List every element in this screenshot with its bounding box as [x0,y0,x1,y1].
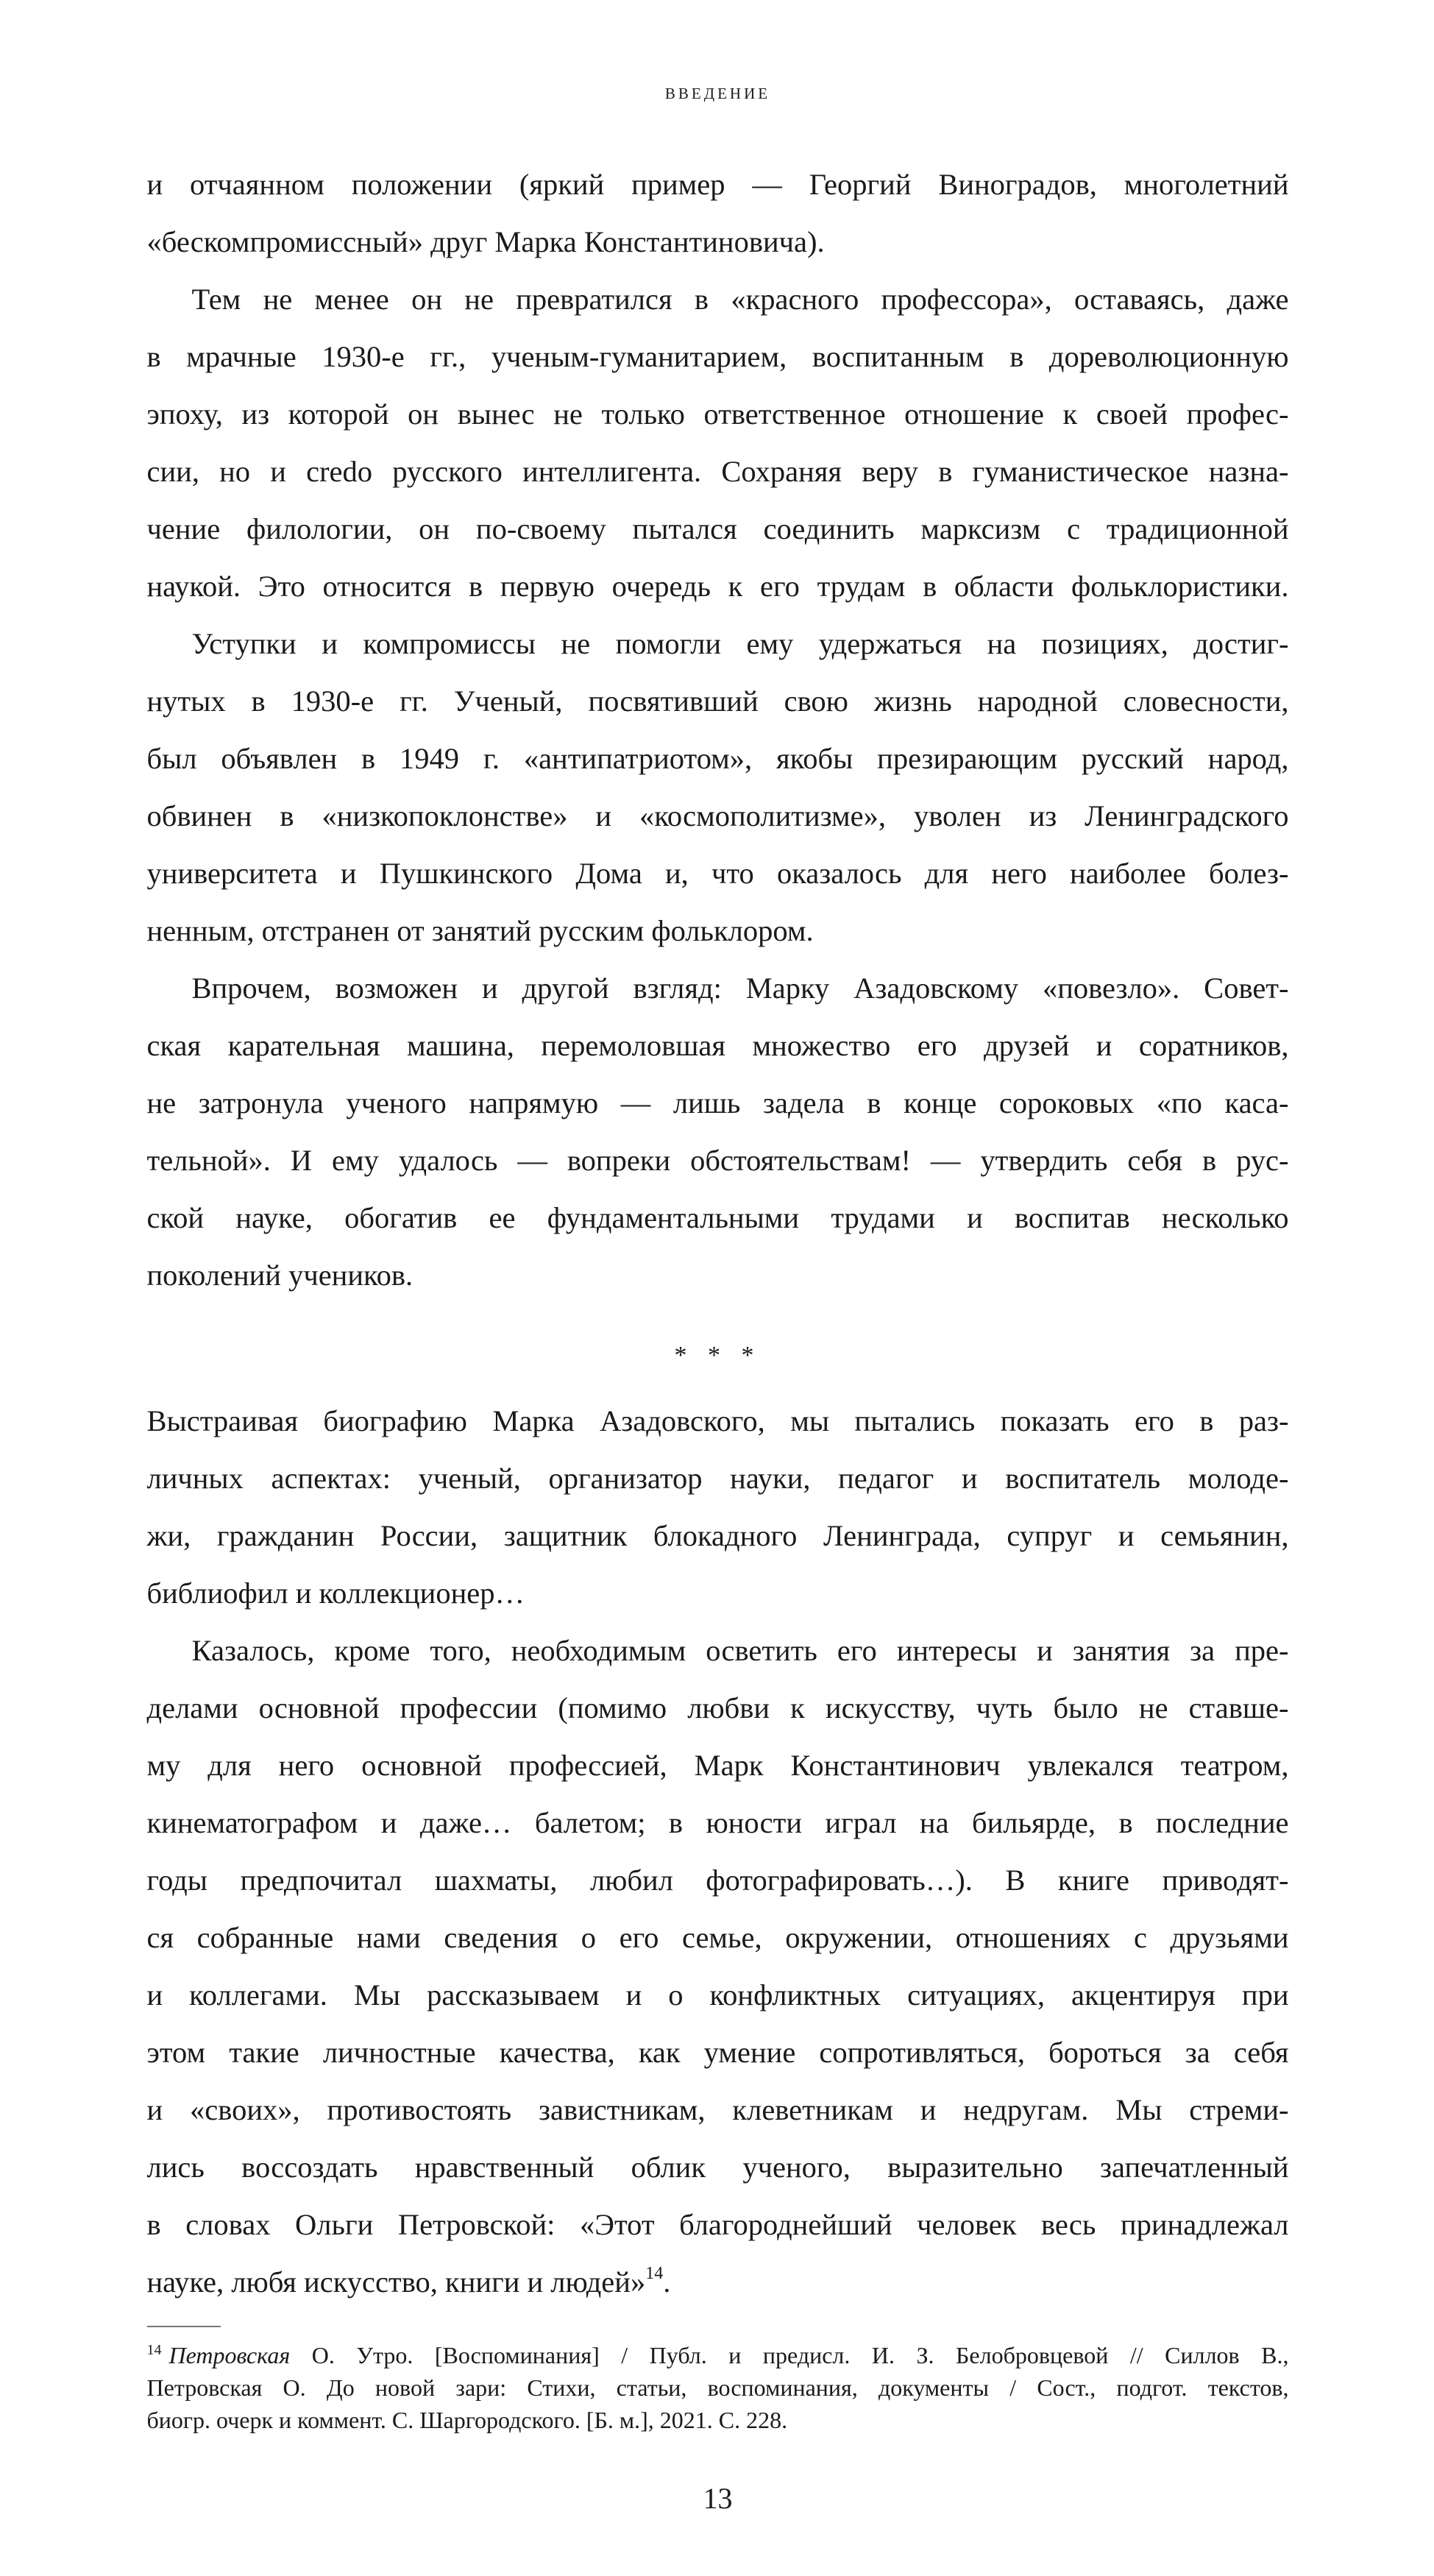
text-line: Казалось, кроме того, необходимым осветить его интересы и занятия за пре- [191,1634,1289,1667]
final-period: . [663,2265,671,2299]
page [146,0,1289,2576]
text-line: ся собранные нами сведения о его семье, окружении, отношениях с друзьями [146,1921,1289,1954]
text-line-with-footnote [147,2254,1289,2311]
text-line: в словах Ольги Петровской: «Этот благороднейший человек весь принадлежал [146,2208,1289,2241]
text-line: университета и Пушкинского Дома и, что оказалось для него наиболее болез- [146,857,1289,890]
footnote-author: Петровская [168,2342,291,2368]
text-line: библиофил и коллекционер… [146,1577,525,1610]
text-line: обвинен в «низкопоклонстве» и «космополитизме», уволен из Ленинградского [146,799,1289,832]
body-section-1 [147,156,1289,1304]
page-number: 13 [703,2482,733,2515]
text-line: годы предпочитал шахматы, любил фотографировать…). В книге приводят- [146,1864,1289,1897]
text-line: науке, любя искусство, книги и людей» [146,2265,646,2299]
text-line: делами основной профессии (помимо любви к искусству, чуть было не ставше- [146,1691,1289,1724]
section-separator: * * * [674,1342,762,1369]
text-line: в мрачные 1930-е гг., ученым-гуманитарием, воспитанным в дореволюционную [146,340,1289,373]
text-line: Выстраивая биографию Марка Азадовского, мы пытались показать его в раз- [146,1404,1289,1437]
footnote [147,2339,1289,2436]
text-line: этом такие личностные качества, как умение сопротивляться, бороться за себя [146,2036,1289,2069]
footnote-line: биогр. очерк и коммент. С. Шаргородского. [Б. м.], 2021. С. 228. [146,2407,788,2433]
text-line: не затронула ученого напрямую — лишь задела в конце сороковых «по каса- [146,1086,1289,1119]
text-line: тельной». И ему удалось — вопреки обстоятельствам! — утвердить себя в рус- [146,1144,1289,1177]
footnote-divider [147,2326,221,2327]
text-line: му для него основной профессией, Марк Константинович увлекался театром, [146,1749,1289,1782]
text-line: поколений учеников. [146,1259,413,1292]
text-line: и коллегами. Мы рассказываем и о конфликтных ситуациях, акцентируя при [146,1978,1289,2011]
text-line: Впрочем, возможен и другой взгляд: Марку Азадовскому «повезло». Совет- [191,972,1289,1005]
text-line: ненным, отстранен от занятий русским фольклором. [146,914,814,947]
running-head: ВВЕДЕНИЕ [664,85,771,102]
text-line: был объявлен в 1949 г. «антипатриотом», якобы презирающим русский народ, [146,742,1289,775]
text-line: и «своих», противостоять завистникам, клеветникам и недругам. Мы стреми- [146,2093,1289,2126]
footnote-line [147,2339,1289,2371]
text-line: нутых в 1930-е гг. Ученый, посвятивший свою жизнь народной словесности, [146,684,1289,718]
text-line: ская карательная машина, перемоловшая множество его друзей и соратников, [146,1029,1289,1062]
text-line: и отчаянном положении (яркий пример — Георгий Виноградов, многолетний [146,168,1289,201]
text-line: «бескомпромиссный» друг Марка Константиновича). [146,225,825,258]
text-line: кинематографом и даже… балетом; в юности играл на бильярде, в последние [146,1806,1289,1839]
text-line: личных аспектах: ученый, организатор науки, педагог и воспитатель молоде- [146,1462,1289,1495]
text-line: Тем не менее он не превратился в «красного профессора», оставаясь, даже [191,283,1289,316]
footnote-text: О. Утро. [Воспоминания] / Публ. и предисл. И. З. Белобровцевой // Силлов В., [290,2342,1289,2368]
text-line: жи, гражданин России, защитник блокадного Ленинграда, супруг и семьянин, [146,1519,1289,1552]
body-section-2 [147,1393,1289,2311]
text-line: Уступки и компромиссы не помогли ему удержаться на позициях, достиг- [191,627,1289,660]
footnote-reference[interactable]: 14 [645,2264,664,2283]
text-line: эпоху, из которой он вынес не только ответственное отношение к своей профес- [146,397,1289,431]
text-line: наукой. Это относится в первую очередь к его трудам в области фольклористики. [146,570,1289,603]
text-line: лись воссоздать нравственный облик ученого, выразительно запечатленный [146,2151,1289,2184]
footnote-number: 14 [146,2342,162,2358]
footnote-line: Петровская О. До новой зари: Стихи, статьи, воспоминания, документы / Сост., подгот. текстов, [146,2374,1289,2401]
text-line: ской науке, обогатив ее фундаментальными трудами и воспитав несколько [146,1201,1289,1234]
text-line: чение филологии, он по-своему пытался соединить марксизм с традиционной [146,512,1289,545]
text-line: сии, но и credo русского интеллигента. Сохраняя веру в гуманистическое назна- [146,455,1289,488]
